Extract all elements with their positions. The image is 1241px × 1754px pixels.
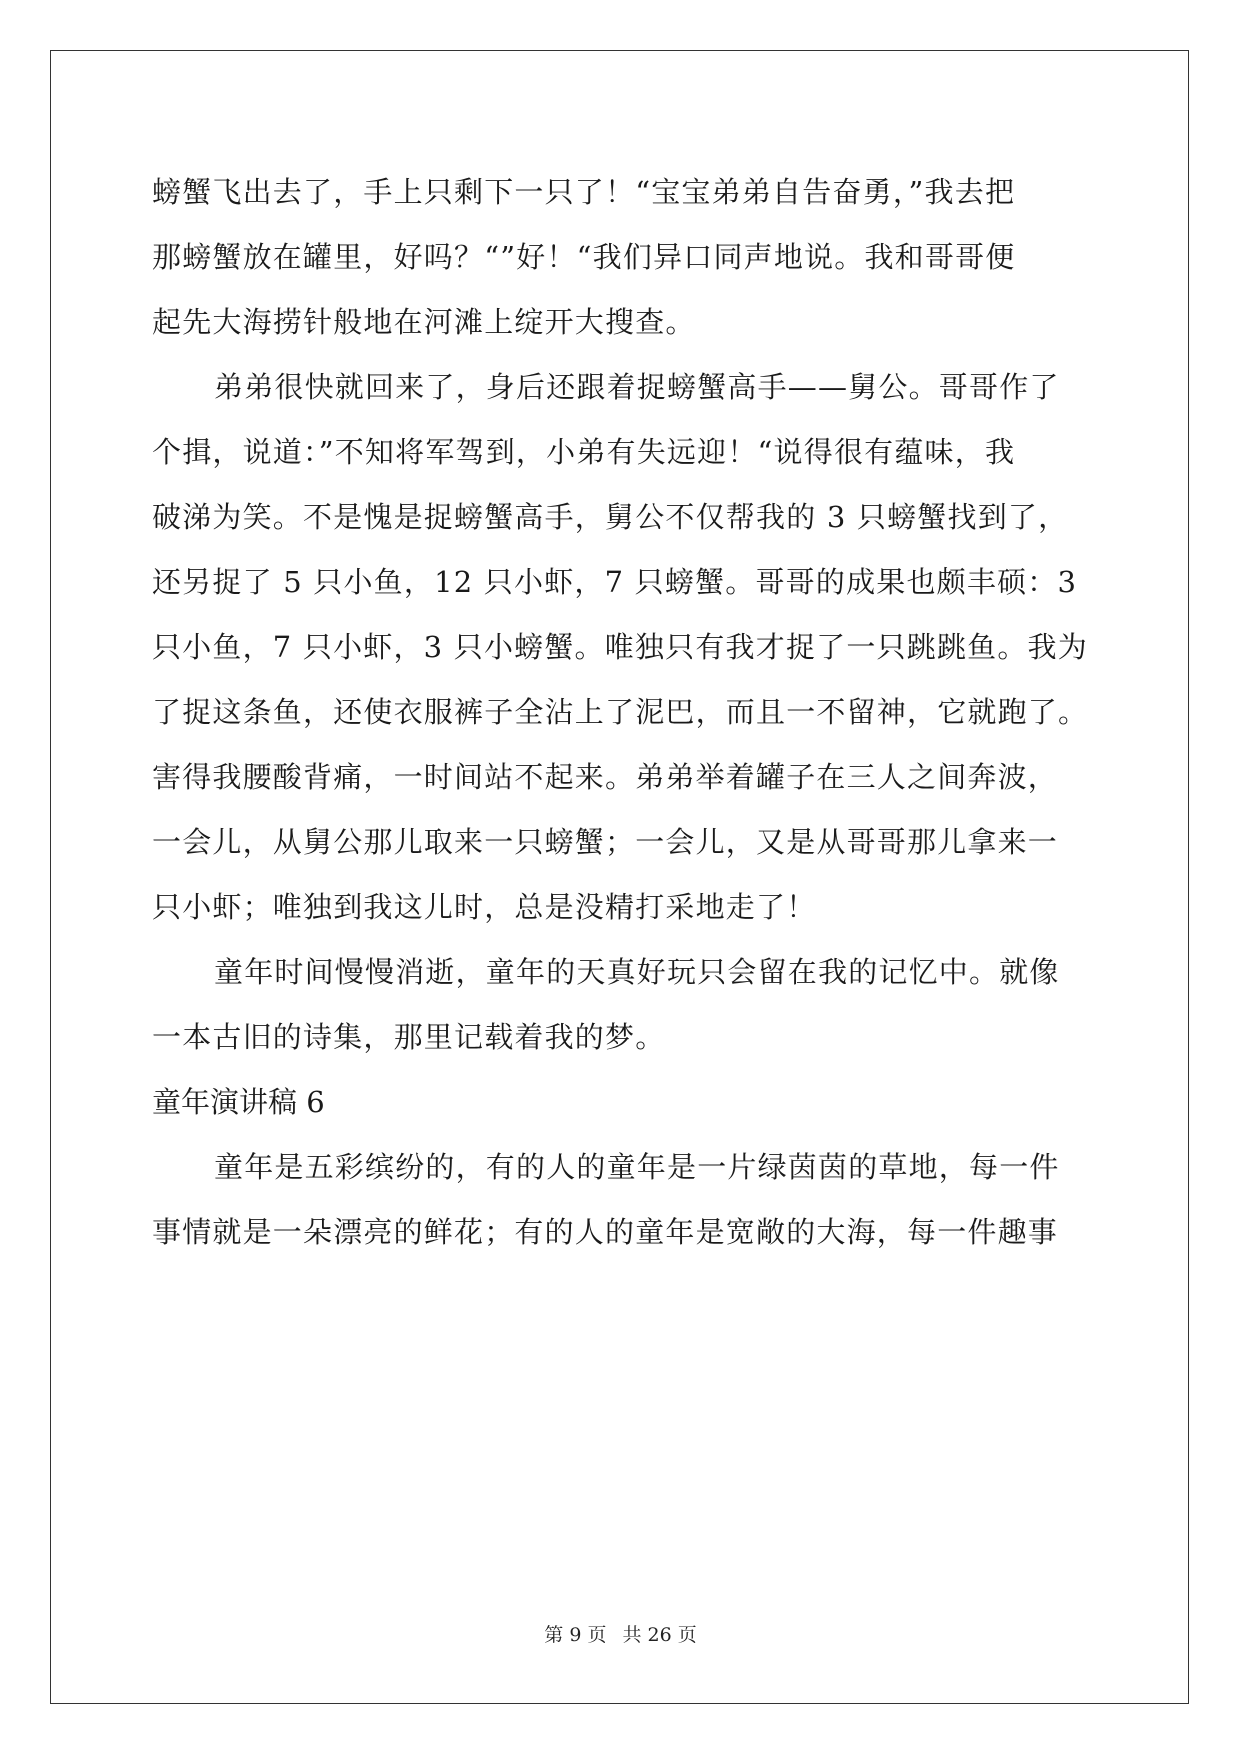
text-line: 个揖，说道：”不知将军驾到，小弟有失远迎！“说得很有蕴味，我	[152, 435, 1016, 469]
text-line: 童年时间慢慢消逝，童年的天真好玩只会留在我的记忆中。就像	[214, 955, 1060, 989]
page-footer	[0, 1620, 1241, 1647]
text-line: 了捉这条鱼，还使衣服裤子全沾上了泥巴，而且一不留神，它就跑了。	[152, 695, 1089, 729]
text-line: 破涕为笑。不是愧是捉螃蟹高手，舅公不仅帮我的 3 只螃蟹找到了，	[152, 500, 1069, 534]
text-line: 一会儿，从舅公那儿取来一只螃蟹；一会儿，又是从哥哥那儿拿来一	[152, 825, 1059, 859]
text-line: 那螃蟹放在罐里，好吗？“”好！“我们异口同声地说。我和哥哥便	[152, 240, 1016, 274]
text-line: 弟弟很快就回来了，身后还跟着捉螃蟹高手——舅公。哥哥作了	[214, 370, 1060, 404]
section-heading: 童年演讲稿 6	[152, 1085, 325, 1119]
document-body	[152, 164, 1100, 1269]
text-line: 起先大海捞针般地在河滩上绽开大搜查。	[152, 305, 696, 339]
text-line: 事情就是一朵漂亮的鲜花；有的人的童年是宽敞的大海，每一件趣事	[152, 1215, 1059, 1249]
text-line: 螃蟹飞出去了，手上只剩下一只了！“宝宝弟弟自告奋勇，”我去把	[152, 175, 1016, 209]
page-total: 共 26 页	[622, 1624, 697, 1646]
text-line: 还另捉了 5 只小鱼，12 只小虾，7 只螃蟹。哥哥的成果也颇丰硕：3	[152, 565, 1078, 599]
text-line: 童年是五彩缤纷的，有的人的童年是一片绿茵茵的草地，每一件	[214, 1150, 1060, 1184]
text-line: 一本古旧的诗集，那里记载着我的梦。	[152, 1020, 666, 1054]
text-line: 只小虾；唯独到我这儿时，总是没精打采地走了！	[152, 890, 817, 924]
page-number: 第 9 页	[544, 1624, 607, 1646]
text-line: 害得我腰酸背痛，一时间站不起来。弟弟举着罐子在三人之间奔波，	[152, 760, 1059, 794]
text-line: 只小鱼，7 只小虾，3 只小螃蟹。唯独只有我才捉了一只跳跳鱼。我为	[152, 630, 1088, 664]
